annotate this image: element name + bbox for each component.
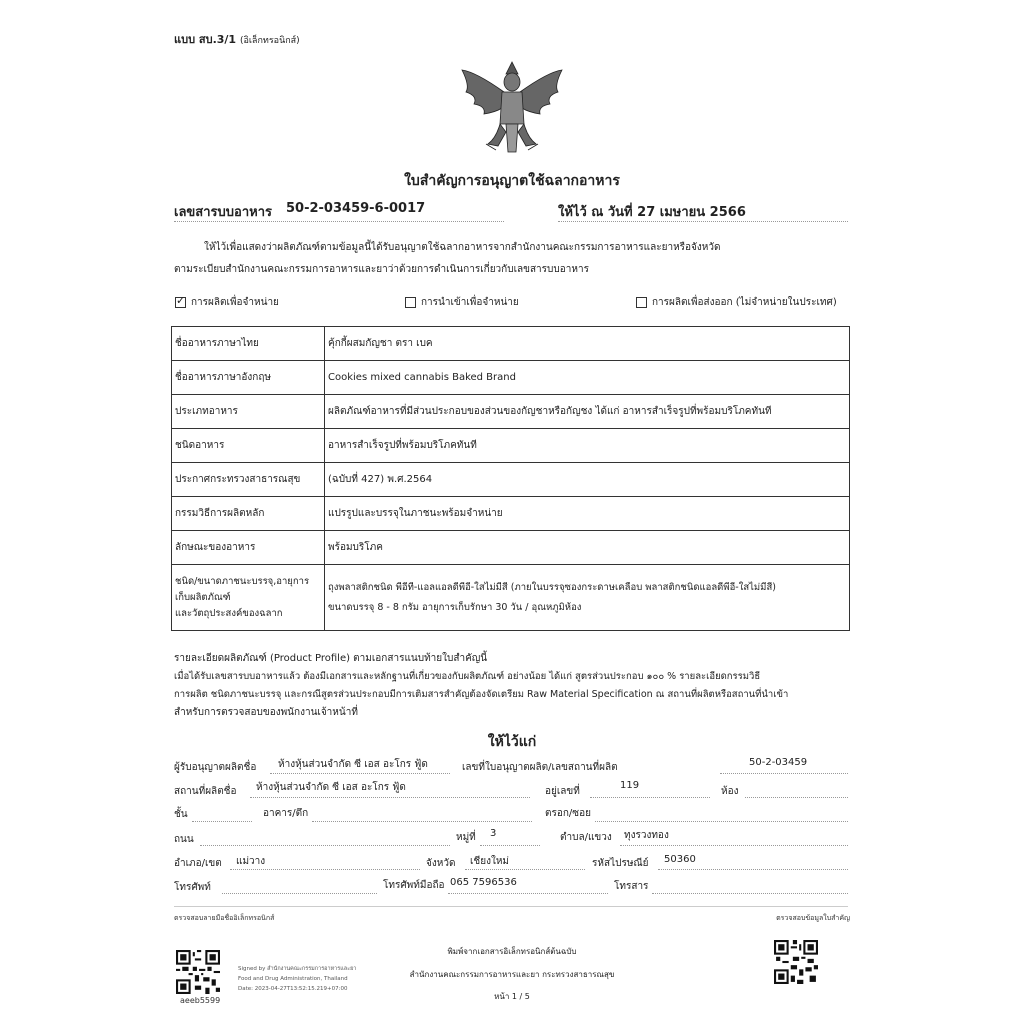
mobile-value: 065 7596536 <box>450 877 517 888</box>
mobile-label: โทรศัพท์มือถือ <box>383 880 445 891</box>
table-row <box>172 327 850 361</box>
phone-label: โทรศัพท์ <box>174 882 211 893</box>
signed-date: Date: 2023-04-27T13:52:15.219+07:00 <box>238 986 348 992</box>
issued-underline <box>558 221 848 222</box>
profile-line-1: รายละเอียดผลิตภัณฑ์ (Product Profile) ตามเอกสารแนบท้ายใบสำคัญนี้ <box>174 653 488 664</box>
document-title: ใบสำคัญการอนุญาตใช้ฉลากอาหาร <box>404 173 620 189</box>
row-value: Cookies mixed cannabis Baked Brand <box>325 361 850 395</box>
alley-underline <box>595 821 848 822</box>
certificate-qr-code-icon <box>774 940 818 984</box>
row-value <box>325 565 850 631</box>
product-info-table <box>171 326 850 631</box>
row-value: (ฉบับที่ 427) พ.ศ.2564 <box>325 463 850 497</box>
alley-label: ตรอก/ซอย <box>545 808 591 819</box>
fax-underline <box>652 893 848 894</box>
option-produce-label: การผลิตเพื่อจำหน่าย <box>191 297 279 308</box>
row-label <box>172 565 325 631</box>
license-no-underline <box>720 773 848 774</box>
floor-label: ชั้น <box>174 809 188 820</box>
option-export-label: การผลิตเพื่อส่งออก (ไม่จำหน่ายในประเทศ) <box>652 297 837 308</box>
license-no-value: 50-2-03459 <box>749 757 808 768</box>
row-label: กรรมวิธีการผลิตหลัก <box>172 497 325 531</box>
road-underline <box>200 845 450 846</box>
verify-signature-note: ตรวจสอบลายมือชื่ออิเล็กทรอนิกส์ <box>174 914 275 922</box>
addrno-label: อยู่เลขที่ <box>545 786 580 797</box>
checkbox-empty-icon <box>636 297 647 308</box>
option-export <box>636 295 837 310</box>
floor-underline <box>192 821 252 822</box>
table-row <box>172 361 850 395</box>
pkg-value-line-2: ขนาดบรรจุ 8 - 8 กรัม อายุการเก็บรักษา 30 วัน / อุณหภูมิห้อง <box>328 601 582 613</box>
room-underline <box>745 797 848 798</box>
postal-value: 50360 <box>664 854 696 865</box>
addrno-value: 119 <box>620 780 640 791</box>
row-label: ประเภทอาหาร <box>172 395 325 429</box>
subdistrict-label: ตำบล/แขวง <box>560 832 612 843</box>
grant-title: ให้ไว้แก่ <box>487 734 537 750</box>
mobile-underline <box>448 893 608 894</box>
table-row <box>172 531 850 565</box>
option-produce <box>175 295 279 310</box>
site-underline <box>250 797 530 798</box>
site-label: สถานที่ผลิตชื่อ <box>174 786 237 797</box>
row-label: ชื่ออาหารภาษาอังกฤษ <box>172 361 325 395</box>
province-underline <box>465 869 585 870</box>
moo-value: 3 <box>490 828 497 839</box>
row-value: คุ้กกี้ผสมกัญชา ตรา เบค <box>325 327 850 361</box>
subdistrict-underline <box>620 845 848 846</box>
row-label: ชนิดอาหาร <box>172 429 325 463</box>
district-label: อำเภอ/เขต <box>174 858 222 869</box>
licensee-label: ผู้รับอนุญาตผลิตชื่อ <box>174 762 257 773</box>
form-code <box>174 30 300 48</box>
moo-underline <box>480 845 540 846</box>
table-row <box>172 565 850 631</box>
signed-org: Food and Drug Administration, Thailand <box>238 976 348 982</box>
footer-divider <box>174 906 848 907</box>
subdistrict-value: ทุงรวงทอง <box>624 830 669 841</box>
profile-line-3: การผลิต ชนิดภาชนะบรรจุ และกรณีสูตรส่วนประกอบมีการเติมสารสำคัญต้องจัดเตรียม Raw Material Specification ณ สถานที่ผลิตหรือสถานที่นำเข้า <box>174 689 789 700</box>
verify-data-note: ตรวจสอบข้อมูลใบสำคัญ <box>776 914 850 922</box>
fax-label: โทรสาร <box>614 881 649 892</box>
issued-date: ให้ไว้ ณ วันที่ 27 เมษายน 2566 <box>558 205 746 220</box>
province-label: จังหวัด <box>426 858 456 869</box>
form-code-main: แบบ สบ.3/1 <box>174 33 237 46</box>
table-row <box>172 429 850 463</box>
form-code-sub: (อิเล็กทรอนิกส์) <box>239 36 300 46</box>
row-label: ชื่ออาหารภาษาไทย <box>172 327 325 361</box>
table-row <box>172 395 850 429</box>
building-label: อาคาร/ตึก <box>263 808 309 819</box>
building-underline <box>312 821 532 822</box>
intro-line-1: ให้ไว้เพื่อแสดงว่าผลิตภัณฑ์ตามข้อมูลนี้ได้รับอนุญาตใช้ฉลากอาหารจากสำนักงานคณะกรรมการอาหารและยาหรือจังหวัด <box>204 242 721 253</box>
addrno-underline <box>590 797 710 798</box>
row-value: ผลิตภัณฑ์อาหารที่มีส่วนประกอบของส่วนของกัญชาหรือกัญชง ได้แก่ อาหารสำเร็จรูปที่พร้อมบริโภคทันที <box>325 395 850 429</box>
checkbox-checked-icon <box>175 297 186 308</box>
table-row <box>172 463 850 497</box>
licensee-underline <box>270 773 450 774</box>
regno-value: 50-2-03459-6-0017 <box>286 201 426 216</box>
profile-line-2: เมื่อได้รับเลขสารบบอาหารแล้ว ต้องมีเอกสารและหลักฐานที่เกี่ยวของกับผลิตภัณฑ์ อย่างน้อย ได้แก่ สูตรส่วนประกอบ ๑๐๐ % รายละเอียดกรรมวิธี <box>174 671 761 682</box>
signed-by: Signed by สำนักงานคณะกรรมการอาหารและยา <box>238 966 357 972</box>
room-label: ห้อง <box>721 786 739 797</box>
license-no-label: เลขที่ใบอนุญาตผลิต/เลขสถานที่ผลิต <box>462 762 618 773</box>
postal-label: รหัสไปรษณีย์ <box>592 858 649 869</box>
intro-line-2: ตามระเบียบสำนักงานคณะกรรมการอาหารและยาว่าด้วยการดำเนินการเกี่ยวกับเลขสารบบอาหาร <box>174 264 589 275</box>
row-value: อาหารสำเร็จรูปที่พร้อมบริโภคทันที <box>325 429 850 463</box>
table-row <box>172 497 850 531</box>
printed-from-original: พิมพ์จากเอกสารอิเล็กทรอนิกส์ต้นฉบับ <box>447 947 577 956</box>
agency-name: สำนักงานคณะกรรมการอาหารและยา กระทรวงสาธารณสุข <box>409 970 615 979</box>
road-label: ถนน <box>174 834 194 845</box>
option-import <box>405 295 519 310</box>
postal-underline <box>658 869 848 870</box>
row-value: แปรรูปและบรรจุในภาชนะพร้อมจำหน่าย <box>325 497 850 531</box>
regno-label: เลขสารบบอาหาร <box>174 205 272 220</box>
phone-underline <box>222 893 377 894</box>
licensee-value: ห้างหุ้นส่วนจำกัด ซี เอส อะโกร ฟู้ด <box>278 759 428 770</box>
option-import-label: การนำเข้าเพื่อจำหน่าย <box>421 297 519 308</box>
garuda-emblem-icon <box>456 52 568 164</box>
moo-label: หมู่ที่ <box>456 832 476 843</box>
profile-line-4: สำหรับการตรวจสอบของพนักงานเจ้าหน้าที่ <box>174 707 358 718</box>
row-label: ลักษณะของอาหาร <box>172 531 325 565</box>
page-number: หน้า 1 / 5 <box>494 992 530 1001</box>
site-value: ห้างหุ้นส่วนจำกัด ซี เอส อะโกร ฟู้ด <box>256 782 406 793</box>
qr-code-label: aeeb5599 <box>180 996 221 1005</box>
province-value: เชียงใหม่ <box>470 856 510 867</box>
row-label: ประกาศกระทรวงสาธารณสุข <box>172 463 325 497</box>
row-value: พร้อมบริโภค <box>325 531 850 565</box>
pkg-value-line-1: ถุงพลาสติกชนิด พีอีที-แอลแอลดีพีอี-ใสไม่มีสี (ภายในบรรจุซองกระดาษเคลือบ พลาสติกชนิดแอลดีพีอี-ใสไม่มีสี) <box>328 581 776 593</box>
district-value: แม่วาง <box>236 856 266 867</box>
pkg-label-line-2: และวัตถุประสงค์ของฉลาก <box>175 607 283 619</box>
checkbox-empty-icon <box>405 297 416 308</box>
regno-underline <box>174 221 504 222</box>
district-underline <box>230 869 420 870</box>
pkg-label-line-1: ชนิด/ขนาดภาชนะบรรจุ,อายุการเก็บผลิตภัณฑ์ <box>175 575 310 603</box>
